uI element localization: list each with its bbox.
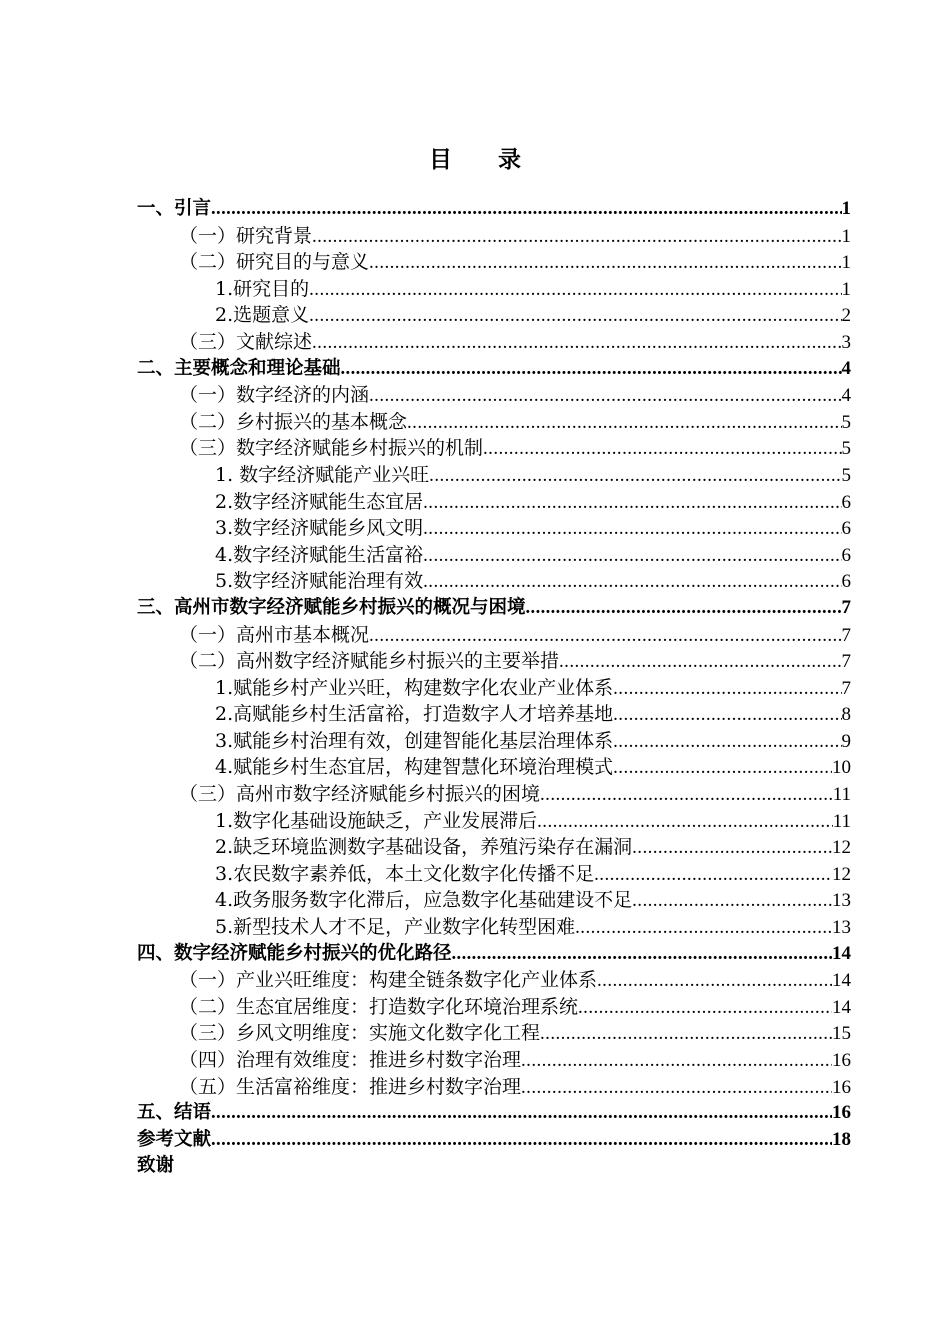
toc-entry-label: （一）数字经济的内涵 <box>179 384 370 407</box>
toc-entry[interactable] <box>137 994 851 1021</box>
toc-dot-leader <box>559 648 841 675</box>
toc-entry-label: （三）乡风文明维度：实施文化数字化工程 <box>179 1022 541 1045</box>
toc-entry[interactable] <box>137 409 851 436</box>
toc-entry[interactable] <box>137 887 851 914</box>
toc-entry[interactable] <box>137 515 851 542</box>
toc-entry-label: （一）研究背景 <box>179 224 313 247</box>
toc-entry-page-number: 11 <box>832 810 851 832</box>
toc-entry-page-number: 7 <box>841 624 851 646</box>
toc-dot-leader <box>632 887 832 914</box>
toc-entry-page-number: 13 <box>832 917 851 939</box>
toc-entry[interactable] <box>137 728 851 755</box>
toc-entry[interactable] <box>137 542 851 569</box>
toc-entry-label: 1.数字化基础设施缺乏，产业发展滞后 <box>215 809 538 832</box>
toc-entry-page-number: 4 <box>841 385 851 407</box>
toc-dot-leader <box>537 808 833 835</box>
toc-entry[interactable] <box>137 356 851 383</box>
toc-entry[interactable] <box>137 568 851 595</box>
toc-entry-page-number: 11 <box>832 784 851 806</box>
toc-dot-leader <box>312 223 841 250</box>
toc-entry-page-number: 6 <box>841 544 851 566</box>
table-of-contents <box>137 196 851 1180</box>
toc-entry[interactable] <box>137 489 851 516</box>
toc-entry-label: 一、引言 <box>137 198 212 219</box>
toc-entry-label: 5.新型技术人才不足，产业数字化转型困难 <box>215 916 576 939</box>
toc-dot-leader <box>211 1100 832 1127</box>
toc-entry[interactable] <box>137 808 851 835</box>
toc-dot-leader <box>597 967 832 994</box>
toc-dot-leader <box>312 329 841 356</box>
toc-dot-leader <box>540 1020 832 1047</box>
toc-entry[interactable] <box>137 276 851 303</box>
toc-dot-leader <box>211 196 841 223</box>
toc-entry[interactable] <box>137 329 851 356</box>
toc-dot-leader <box>211 1127 832 1154</box>
toc-entry-page-number: 10 <box>832 757 851 779</box>
toc-entry-page-number: 12 <box>832 863 851 885</box>
toc-entry-page-number: 1 <box>841 225 851 247</box>
toc-entry[interactable] <box>137 249 851 276</box>
toc-entry-page-number: 7 <box>841 596 851 618</box>
toc-entry-page-number: 1 <box>841 198 851 219</box>
toc-entry[interactable] <box>137 595 851 622</box>
toc-dot-leader <box>452 941 832 968</box>
toc-entry-label: 参考文献 <box>137 1128 212 1150</box>
toc-entry-page-number: 16 <box>832 1102 851 1124</box>
toc-entry[interactable] <box>137 754 851 781</box>
toc-dot-leader <box>429 462 841 489</box>
toc-entry[interactable] <box>137 1047 851 1074</box>
toc-entry-label: 致谢 <box>137 1155 175 1177</box>
toc-entry-label: （二）高州数字经济赋能乡村振兴的主要举措 <box>179 650 560 673</box>
toc-entry-label: （二）乡村振兴的基本概念 <box>179 410 408 433</box>
toc-entry-page-number: 4 <box>841 357 851 379</box>
toc-entry-page-number: 5 <box>841 438 851 460</box>
toc-dot-leader <box>341 356 842 383</box>
toc-entry-page-number: 6 <box>841 518 851 540</box>
toc-entry[interactable] <box>137 781 851 808</box>
toc-entry[interactable] <box>137 1153 851 1180</box>
toc-entry[interactable] <box>137 701 851 728</box>
toc-dot-leader <box>369 249 841 276</box>
toc-entry-label: （三）数字经济赋能乡村振兴的机制 <box>179 437 484 460</box>
toc-dot-leader <box>578 994 832 1021</box>
toc-entry-page-number: 14 <box>832 942 851 964</box>
toc-entry[interactable] <box>137 223 851 250</box>
toc-entry-label: （五）生活富裕维度：推进乡村数字治理 <box>179 1075 522 1098</box>
toc-entry-page-number: 1 <box>841 252 851 274</box>
toc-entry-label: 3.农民数字素养低，本土文化数字化传播不足 <box>215 862 595 885</box>
toc-entry-label: （一）产业兴旺维度：构建全链条数字化产业体系 <box>179 969 598 992</box>
toc-entry-page-number: 14 <box>832 996 851 1018</box>
toc-entry[interactable] <box>137 382 851 409</box>
toc-entry-page-number: 6 <box>841 491 851 513</box>
toc-dot-leader <box>423 489 841 516</box>
toc-entry-page-number: 14 <box>832 970 851 992</box>
toc-entry-label: （四）治理有效维度：推进乡村数字治理 <box>179 1049 522 1071</box>
toc-entry-page-number: 13 <box>832 890 851 912</box>
toc-entry[interactable] <box>137 435 851 462</box>
toc-dot-leader <box>309 302 841 329</box>
toc-entry-label: 三、高州市数字经济赋能乡村振兴的概况与困境 <box>137 596 526 618</box>
toc-dot-leader <box>540 781 833 808</box>
toc-entry[interactable] <box>137 1074 851 1101</box>
toc-entry-page-number: 16 <box>832 1050 851 1071</box>
title-char-1: 目 <box>429 147 452 173</box>
toc-entry-page-number: 8 <box>841 704 851 726</box>
toc-entry-page-number: 16 <box>832 1076 851 1098</box>
toc-entry-label: 2.高赋能乡村生活富裕，打造数字人才培养基地 <box>215 703 614 726</box>
toc-dot-leader <box>521 1047 832 1074</box>
toc-entry[interactable] <box>137 941 851 968</box>
toc-entry-label: 1.研究目的 <box>215 277 310 300</box>
toc-entry-label: （三）文献综述 <box>179 330 313 353</box>
toc-dot-leader <box>369 382 841 409</box>
toc-entry-page-number: 3 <box>841 331 851 353</box>
toc-dot-leader <box>423 568 841 595</box>
toc-dot-leader <box>613 675 841 702</box>
toc-entry-label: 四、数字经济赋能乡村振兴的优化路径 <box>137 942 452 964</box>
toc-dot-leader <box>526 595 842 622</box>
toc-entry[interactable] <box>137 462 851 489</box>
toc-entry[interactable] <box>137 1127 851 1154</box>
toc-entry-label: 1.赋能乡村产业兴旺，构建数字化农业产业体系 <box>215 676 614 699</box>
toc-entry[interactable] <box>137 914 851 941</box>
toc-entry-page-number: 1 <box>841 278 851 300</box>
toc-dot-leader <box>613 728 841 755</box>
toc-dot-leader <box>594 861 832 888</box>
toc-entry-page-number: 15 <box>832 1023 851 1045</box>
toc-dot-leader <box>407 409 841 436</box>
toc-dot-leader <box>423 515 841 542</box>
toc-entry-label: 1. 数字经济赋能产业兴旺 <box>215 463 430 486</box>
toc-entry[interactable] <box>137 675 851 702</box>
toc-entry-label: 2.数字经济赋能生态宜居 <box>215 490 424 513</box>
toc-entry-label: （二）研究目的与意义 <box>179 251 370 274</box>
toc-entry[interactable] <box>137 648 851 675</box>
toc-entry[interactable] <box>137 834 851 861</box>
toc-dot-leader <box>483 435 841 462</box>
toc-entry-label: （一）高州市基本概况 <box>179 623 370 646</box>
toc-dot-leader <box>575 914 832 941</box>
toc-entry-page-number: 18 <box>832 1128 851 1150</box>
toc-entry-page-number: 5 <box>841 464 851 486</box>
toc-entry-label: 2.选题意义 <box>215 304 310 327</box>
toc-entry[interactable] <box>137 622 851 649</box>
toc-entry-label: 5.数字经济赋能治理有效 <box>215 570 424 593</box>
toc-entry-label: 4.数字经济赋能生活富裕 <box>215 543 424 566</box>
toc-entry-label: 4.政务服务数字化滞后，应急数字化基础建设不足 <box>215 889 633 912</box>
toc-entry[interactable] <box>137 1020 851 1047</box>
toc-dot-leader <box>423 542 841 569</box>
toc-entry-label: 3.赋能乡村治理有效，创建智能化基层治理体系 <box>215 729 614 752</box>
toc-entry-label: （三）高州市数字经济赋能乡村振兴的困境 <box>179 783 541 806</box>
toc-entry-label: （二）生态宜居维度：打造数字化环境治理系统 <box>179 995 579 1018</box>
title-char-2: 录 <box>498 147 521 173</box>
toc-dot-leader <box>309 276 841 303</box>
toc-entry[interactable] <box>137 196 851 223</box>
toc-dot-leader <box>613 754 832 781</box>
toc-entry[interactable] <box>137 861 851 888</box>
toc-entry-label: 2.缺乏环境监测数字基础设备，养殖污染存在漏洞 <box>215 836 633 859</box>
toc-dot-leader <box>521 1074 832 1101</box>
toc-entry-label: 二、主要概念和理论基础 <box>137 357 341 379</box>
toc-entry-page-number: 7 <box>841 651 851 673</box>
toc-entry-page-number: 12 <box>832 837 851 859</box>
toc-entry-page-number: 9 <box>841 730 851 752</box>
toc-entry[interactable] <box>137 302 851 329</box>
toc-entry-page-number: 7 <box>841 677 851 699</box>
toc-entry[interactable] <box>137 967 851 994</box>
toc-entry-page-number: 2 <box>841 305 851 327</box>
toc-entry-label: 4.赋能乡村生态宜居，构建智慧化环境治理模式 <box>215 756 614 779</box>
toc-dot-leader <box>613 701 841 728</box>
toc-entry[interactable] <box>137 1100 851 1127</box>
page-title <box>0 141 950 174</box>
toc-dot-leader <box>369 622 841 649</box>
toc-dot-leader <box>632 834 832 861</box>
toc-entry-page-number: 5 <box>841 411 851 433</box>
toc-entry-page-number: 6 <box>841 571 851 593</box>
toc-entry-label: 五、结语 <box>137 1102 212 1124</box>
toc-entry-label: 3.数字经济赋能乡风文明 <box>215 517 424 540</box>
